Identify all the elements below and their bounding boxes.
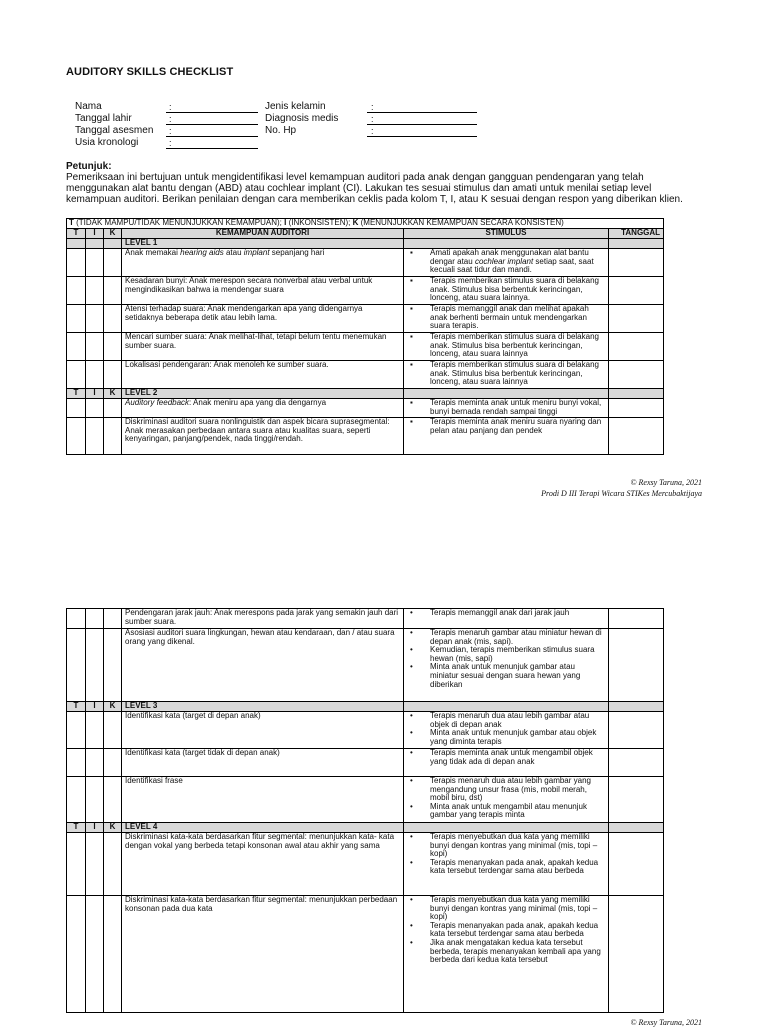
header-kemampuan: KEMAMPUAN AUDITORI: [122, 229, 404, 239]
stimulus-cell: • Terapis memanggil anak dari jarak jauh: [404, 609, 609, 629]
check-k[interactable]: [104, 609, 122, 629]
check-t[interactable]: [67, 277, 86, 305]
check-i[interactable]: [86, 361, 104, 389]
level-label: LEVEL 4: [122, 823, 404, 833]
check-t[interactable]: [67, 777, 86, 823]
table-row: [67, 418, 664, 455]
instructions-text: [66, 172, 706, 205]
skill-cell: Identifikasi kata (target di depan anak): [122, 712, 404, 749]
check-i[interactable]: [86, 629, 104, 702]
level-i: I: [86, 702, 104, 712]
skill-cell: Asosiasi auditori suara lingkungan, hewan atau kendaraan, dan / atau suara orang yang dikenal.: [122, 629, 404, 702]
check-t[interactable]: [67, 418, 86, 455]
form-colon: :: [169, 138, 172, 148]
form-label-diagnosis-medis: Diagnosis medis: [265, 113, 339, 124]
date-cell[interactable]: [609, 305, 664, 333]
skill-cell: Atensi terhadap suara: Anak mendengarkan apa yang didengarnya setidaknya beberapa detik atau lebih lama.: [122, 305, 404, 333]
check-t[interactable]: [67, 333, 86, 361]
instructions-paragraph: Berikan penilaian dengan cara memberikan ceklis pada kolom T, I, atau K sesuai dengan respon yang diberikan klien.: [162, 194, 683, 205]
table-row: [67, 749, 664, 777]
date-cell[interactable]: [609, 833, 664, 896]
check-i[interactable]: [86, 249, 104, 277]
stimulus-cell: ▪ Terapis meminta anak meniru suara nyaring dan pelan atau panjang dan pendek: [404, 418, 609, 455]
check-i[interactable]: [86, 896, 104, 1013]
skill-cell: Identifikasi kata (target tidak di depan anak): [122, 749, 404, 777]
checklist-table-part2: [66, 608, 664, 1013]
level-row: [67, 823, 664, 833]
check-i[interactable]: [86, 712, 104, 749]
check-i[interactable]: [86, 833, 104, 896]
check-k[interactable]: [104, 399, 122, 418]
footer-credit: [541, 477, 702, 499]
date-cell[interactable]: [609, 249, 664, 277]
form-colon: :: [371, 102, 374, 112]
skill-cell: Mencari sumber suara: Anak melihat-lihat, tetapi belum tentu menemukan sumber suara.: [122, 333, 404, 361]
check-k[interactable]: [104, 277, 122, 305]
header-i: I: [86, 229, 104, 239]
instructions-paragraph: Pemeriksaan ini bertujuan untuk mengidentifikasi level kemampuan auditori pada anak dengan gangguan pendengaran yang telah menggunakan alat bantu dengan (ABD) atau cochlear implant (CI). Lakukan tes sesuai stimulus dan amati untuk menilai setiap level kemampuan auditori.: [66, 172, 652, 205]
checklist-table-part1: [66, 218, 664, 455]
stimulus-cell: ▪ Terapis meminta anak untuk meniru bunyi vokal, bunyi bernada rendah sampai tinggi: [404, 399, 609, 418]
level-t: T: [67, 702, 86, 712]
skill-cell: Kesadaran bunyi: Anak merespon secara nonverbal atau verbal untuk mengindikasikan bahwa ia mendengar suara: [122, 277, 404, 305]
stimulus-cell: • Terapis meminta anak untuk mengambil objek yang tidak ada di depan anak: [404, 749, 609, 777]
header-stimulus: STIMULUS: [404, 229, 609, 239]
check-t[interactable]: [67, 712, 86, 749]
check-k[interactable]: [104, 749, 122, 777]
table-row: [67, 896, 664, 1013]
stimulus-cell: ▪ Terapis memberikan stimulus suara di belakang anak. Stimulus bisa berbentuk kerincingan, lonceng, atau suara lainnya: [404, 333, 609, 361]
check-k[interactable]: [104, 361, 122, 389]
skill-cell: Pendengaran jarak jauh: Anak merespons pada jarak yang semakin jauh dari sumber suara.: [122, 609, 404, 629]
form-label-jenis-kelamin: Jenis kelamin: [265, 101, 326, 112]
document-title: AUDITORY SKILLS CHECKLIST: [66, 66, 234, 78]
date-cell[interactable]: [609, 399, 664, 418]
check-i[interactable]: [86, 418, 104, 455]
level-k: K: [104, 389, 122, 399]
level-label: LEVEL 1: [122, 239, 404, 249]
check-i[interactable]: [86, 777, 104, 823]
level-i: I: [86, 823, 104, 833]
date-cell[interactable]: [609, 277, 664, 305]
form-colon: :: [169, 114, 172, 124]
check-t[interactable]: [67, 609, 86, 629]
check-t[interactable]: [67, 399, 86, 418]
stimulus-cell: • Terapis menyebutkan dua kata yang memiliki bunyi dengan kontras yang minimal (mis, topi – kopi) • Terapis menanyakan pada anak, apakah kedua kata tersebut terdengar sama atau berbeda: [404, 833, 609, 896]
header-k: K: [104, 229, 122, 239]
skill-cell: Diskriminasi auditori suara nonlinguistik dan aspek bicara suprasegmental: Anak merasakan perbedaan antara suara atau kualitas suara, seperti kenyaringan, panjang/pendek, nada tinggi/rendah.: [122, 418, 404, 455]
no-hp-field[interactable]: [367, 125, 477, 137]
check-k[interactable]: [104, 333, 122, 361]
skill-cell: Identifikasi frase: [122, 777, 404, 823]
form-label-nama: Nama: [75, 101, 102, 112]
date-cell[interactable]: [609, 712, 664, 749]
skill-cell: Anak memakai hearing aids atau implant sepanjang hari: [122, 249, 404, 277]
usia-kronologi-field[interactable]: [166, 137, 258, 149]
date-cell[interactable]: [609, 361, 664, 389]
skill-cell: Auditory feedback: Anak meniru apa yang dia dengarnya: [122, 399, 404, 418]
table-row: [67, 399, 664, 418]
check-i[interactable]: [86, 609, 104, 629]
check-t[interactable]: [67, 896, 86, 1013]
check-t[interactable]: [67, 629, 86, 702]
check-i[interactable]: [86, 305, 104, 333]
instructions-title: Petunjuk:: [66, 161, 112, 172]
form-colon: :: [169, 102, 172, 112]
table-row: [67, 333, 664, 361]
check-k[interactable]: [104, 777, 122, 823]
tanggal-asesmen-field[interactable]: [166, 125, 258, 137]
level-row: [67, 389, 664, 399]
table-row: [67, 629, 664, 702]
table-row: [67, 609, 664, 629]
table-row: [67, 777, 664, 823]
header-t: T: [67, 229, 86, 239]
tanggal-lahir-field[interactable]: [166, 113, 258, 125]
stimulus-cell: ▪ Terapis memanggil anak dan melihat apakah anak berhenti bermain untuk mendengarkan suara terapis.: [404, 305, 609, 333]
level-t: T: [67, 389, 86, 399]
level-row: [67, 702, 664, 712]
table-row: [67, 712, 664, 749]
footer-copyright: © Rexsy Taruna, 2021: [630, 478, 702, 487]
date-cell[interactable]: [609, 749, 664, 777]
check-t[interactable]: [67, 833, 86, 896]
table-row: [67, 833, 664, 896]
footer-institution: Prodi D III Terapi Wicara STIKes Mercubaktijaya: [541, 489, 702, 498]
stimulus-cell: ▪ Terapis memberikan stimulus suara di belakang anak. Stimulus bisa berbentuk kerincingan, lonceng, atau suara lainnya.: [404, 277, 609, 305]
form-colon: :: [169, 126, 172, 136]
level-label: LEVEL 3: [122, 702, 404, 712]
form-label-usia-kronologi: Usia kronologi: [75, 137, 139, 148]
date-cell[interactable]: [609, 777, 664, 823]
date-cell[interactable]: [609, 629, 664, 702]
check-k[interactable]: [104, 896, 122, 1013]
check-t[interactable]: [67, 249, 86, 277]
check-k[interactable]: [104, 418, 122, 455]
level-k: K: [104, 823, 122, 833]
date-cell[interactable]: [609, 418, 664, 455]
level-label: LEVEL 2: [122, 389, 404, 399]
date-cell[interactable]: [609, 609, 664, 629]
check-i[interactable]: [86, 749, 104, 777]
diagnosis-medis-field[interactable]: [367, 113, 477, 125]
date-cell[interactable]: [609, 896, 664, 1013]
check-i[interactable]: [86, 399, 104, 418]
check-t[interactable]: [67, 749, 86, 777]
footer-copyright-bottom: © Rexsy Taruna, 2021: [630, 1018, 702, 1027]
stimulus-cell: ▪ Terapis memberikan stimulus suara di belakang anak. Stimulus bisa berbentuk kerincingan, lonceng, atau suara lainnya: [404, 361, 609, 389]
check-k[interactable]: [104, 629, 122, 702]
skill-cell: Lokalisasi pendengaran: Anak menoleh ke sumber suara.: [122, 361, 404, 389]
stimulus-cell: • Terapis menyebutkan dua kata yang memiliki bunyi dengan kontras yang minimal (mis, topi – kopi) • Terapis menanyakan pada anak, apakah kedua kata tersebut terdengar sama atau berbeda • Jika anak mengatakan kedua kata tersebut berbeda, terapis menanyakan kembali apa yang berbeda dari kedua kata tersebut: [404, 896, 609, 1013]
form-label-no-hp: No. Hp: [265, 125, 297, 136]
check-t[interactable]: [67, 361, 86, 389]
check-i[interactable]: [86, 277, 104, 305]
table-header-row: [67, 229, 664, 239]
date-cell[interactable]: [609, 333, 664, 361]
check-k[interactable]: [104, 249, 122, 277]
check-k[interactable]: [104, 305, 122, 333]
table-row: [67, 277, 664, 305]
stimulus-cell: • Terapis menaruh dua atau lebih gambar atau objek di depan anak • Minta anak untuk menunjuk gambar atau objek yang diminta terapis: [404, 712, 609, 749]
level-i: I: [86, 389, 104, 399]
skill-cell: Diskriminasi kata-kata berdasarkan fitur segmental: menunjukkan perbedaan konsonan pada dua kata: [122, 896, 404, 1013]
level-k: K: [104, 702, 122, 712]
stimulus-cell: ▪ Amati apakah anak menggunakan alat bantu dengar atau cochlear implant setiap saat, saat kecuali saat tidur dan mandi.: [404, 249, 609, 277]
table-row: [67, 249, 664, 277]
stimulus-cell: • Terapis menaruh gambar atau miniatur hewan di depan anak (mis, sapi). • Kemudian, terapis memberikan stimulus suara hewan (mis, sapi) • Minta anak untuk menunjuk gambar atau miniatur sesuai dengan suara hewan yang diberikan: [404, 629, 609, 702]
check-t[interactable]: [67, 305, 86, 333]
form-colon: :: [371, 126, 374, 136]
table-row: [67, 361, 664, 389]
nama-field[interactable]: [166, 101, 258, 113]
header-tanggal: TANGGAL: [609, 229, 664, 239]
check-k[interactable]: [104, 833, 122, 896]
stimulus-cell: • Terapis menaruh dua atau lebih gambar yang mengandung unsur frasa (mis, mobil merah, mobil biru, dst) • Minta anak untuk mengambil atau menunjuk gambar yang terapis minta: [404, 777, 609, 823]
form-label-tanggal-lahir: Tanggal lahir: [75, 113, 132, 124]
level-t: T: [67, 823, 86, 833]
table-row: [67, 305, 664, 333]
form-colon: :: [371, 114, 374, 124]
form-label-tanggal-asesmen: Tanggal asesmen: [75, 125, 154, 136]
level-row: [67, 239, 664, 249]
jenis-kelamin-field[interactable]: [367, 101, 477, 113]
skill-cell: Diskriminasi kata-kata berdasarkan fitur segmental: menunjukkan kata- kata dengan vokal yang berbeda tetapi konsonan awal atau akhir yang sama: [122, 833, 404, 896]
legend-cell: T (TIDAK MAMPU/TIDAK MENUNJUKKAN KEMAMPUAN); I (INKONSISTEN); K (MENUNJUKKAN KEMAMPUAN SECARA KONSISTEN): [67, 219, 664, 229]
check-k[interactable]: [104, 712, 122, 749]
check-i[interactable]: [86, 333, 104, 361]
legend-row: [67, 219, 664, 229]
